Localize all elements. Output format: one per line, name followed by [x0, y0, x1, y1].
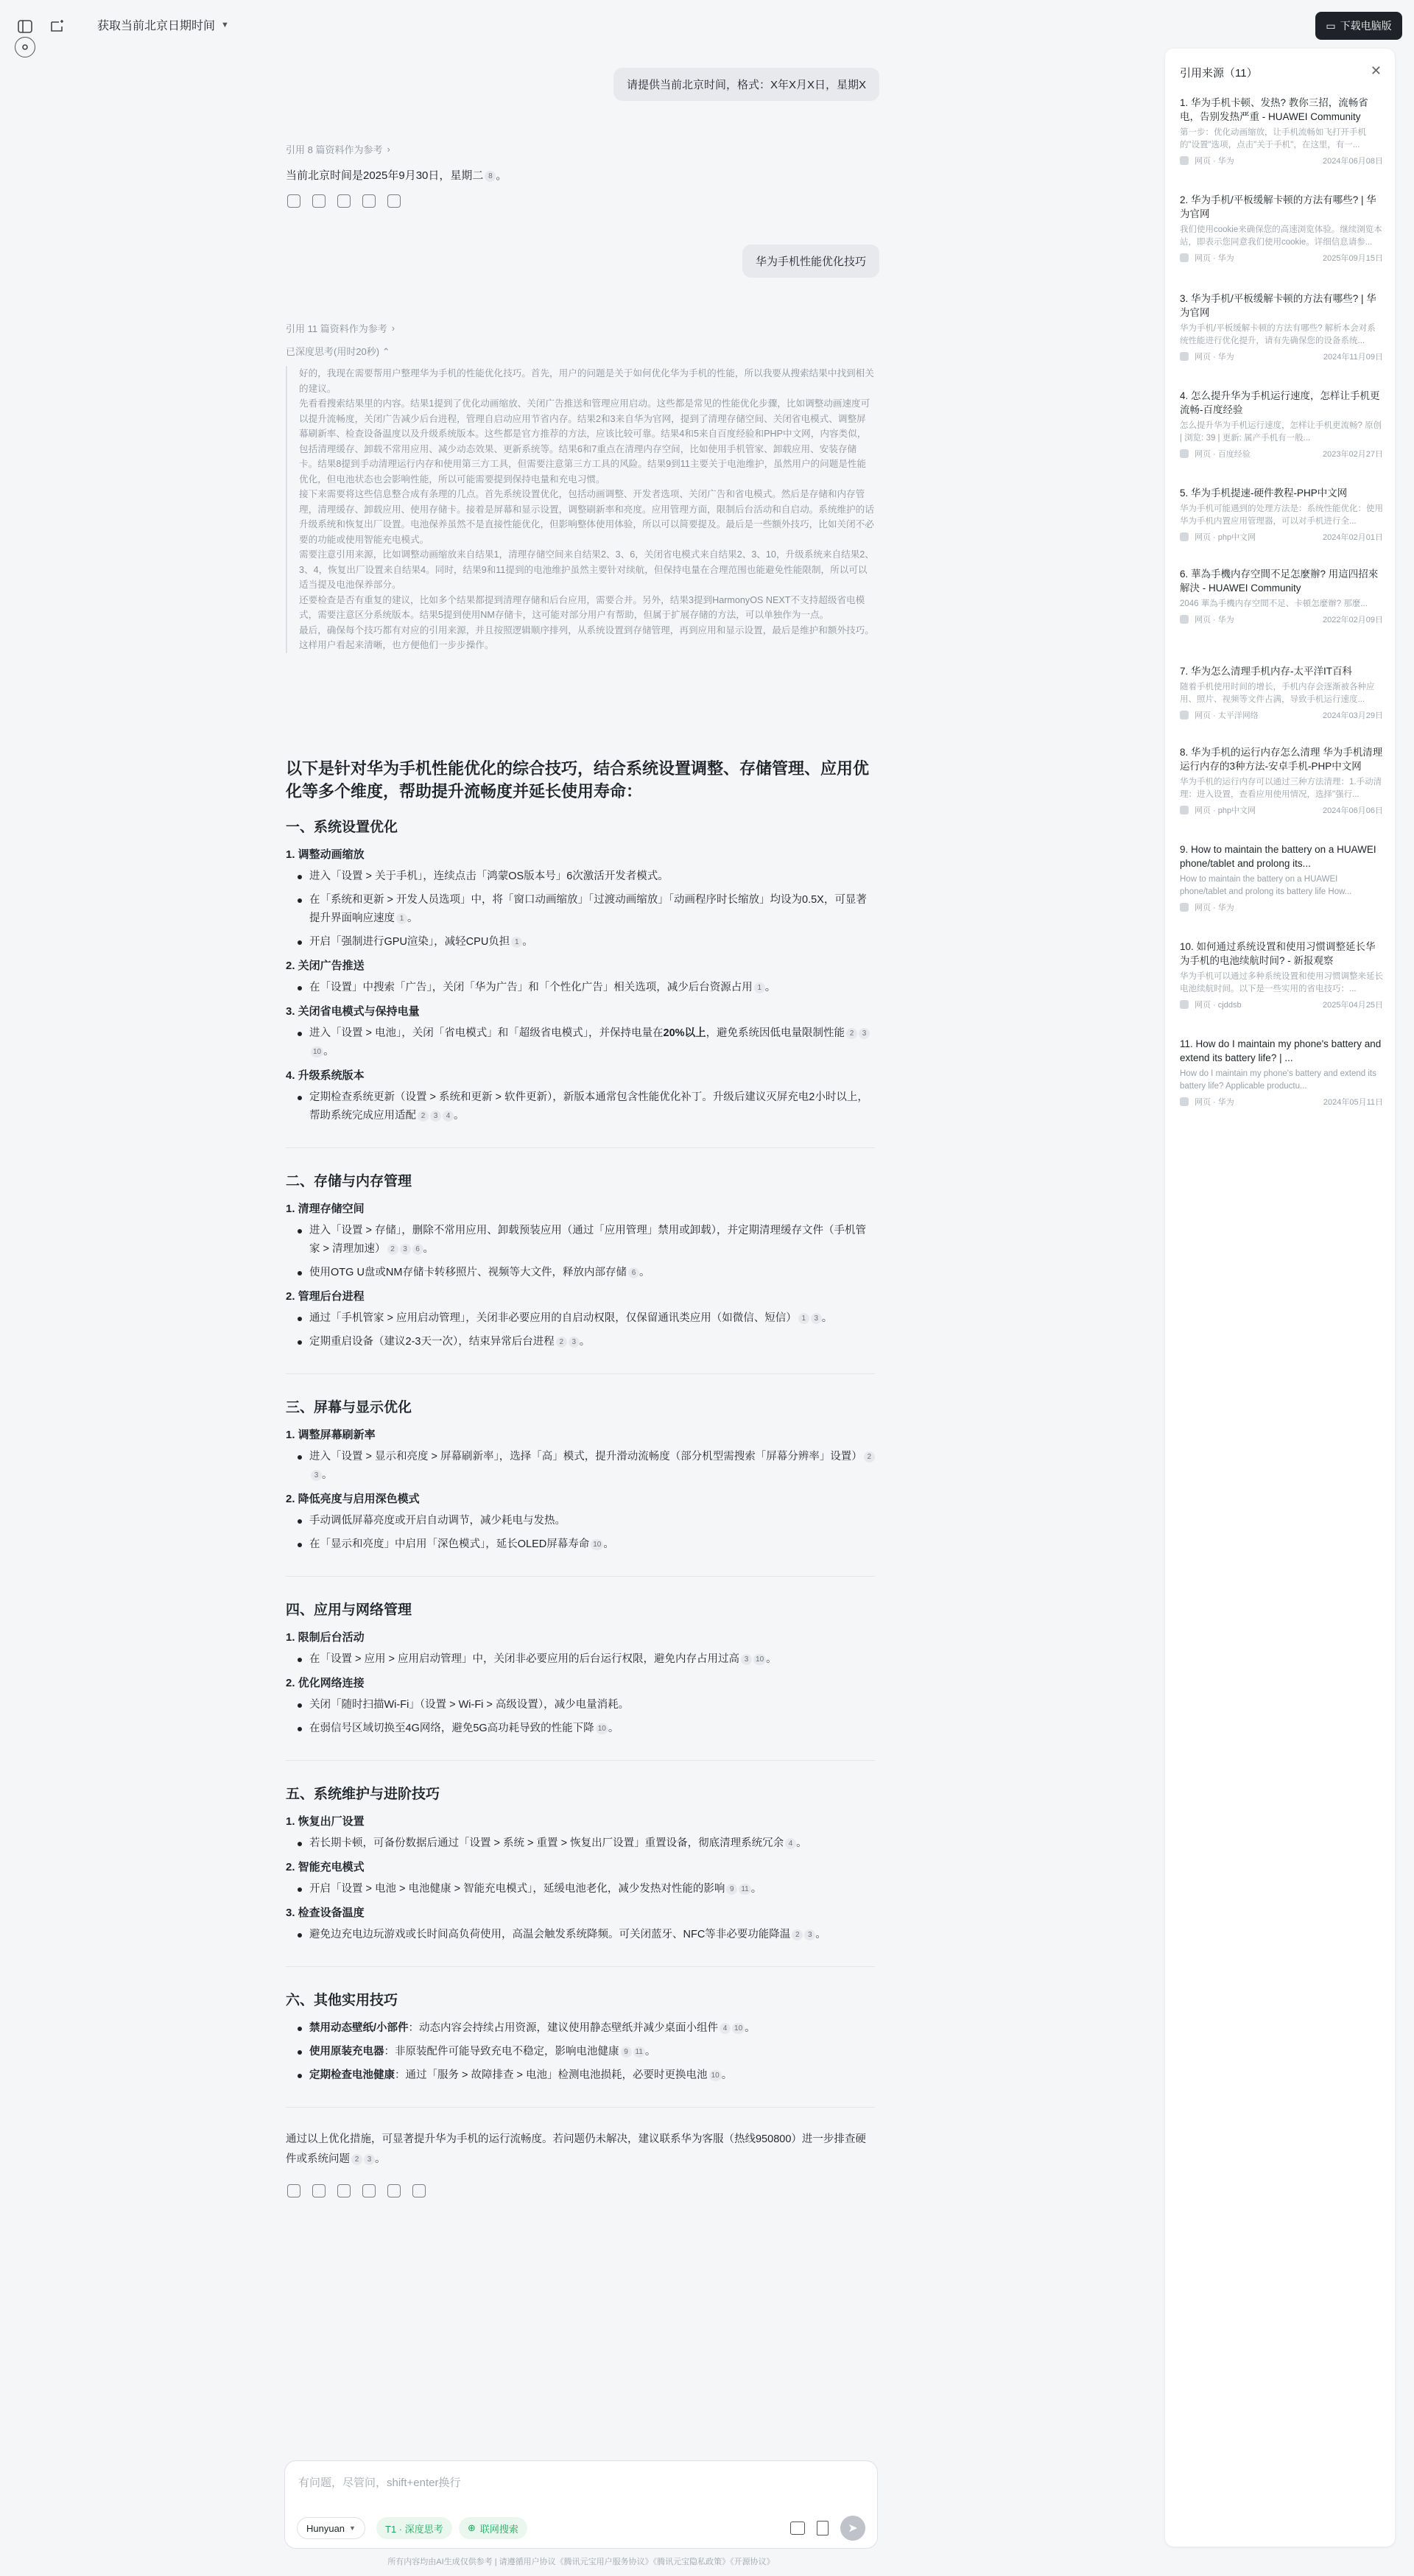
list-item: 使用OTG U盘或NM存储卡转移照片、视频等大文件，释放内部存储 6 。: [296, 1264, 875, 1282]
site-favicon-icon: [1180, 806, 1189, 814]
source-date: 2023年02月27日: [1323, 450, 1383, 459]
source-date: 2025年04月25日: [1323, 1001, 1383, 1010]
reference-count-1-text: 引用 8 篇资料作为参考: [286, 144, 383, 155]
list-item: 在「显示和亮度」中启用「深色模式」，延长OLED屏幕寿命 10 。: [296, 1535, 875, 1554]
source-title: 4. 怎么提升华为手机运行速度，怎样让手机更流畅-百度经验: [1180, 390, 1380, 415]
thumbs-down-icon[interactable]: [362, 2184, 376, 2197]
web-search-label: 联网搜索: [479, 2523, 518, 2535]
list-item: 通过「手机管家 > 应用启动管理」，关闭非必要应用的自启动权限，仅保留通讯类应用（如微信、短信） 1 3 。: [296, 1309, 875, 1328]
source-title: 6. 華為手機内存空間不足怎麼辦? 用這四招來解決 - HUAWEI Community: [1180, 569, 1379, 594]
citation-badge[interactable]: 11: [739, 1884, 750, 1895]
divider: [286, 2107, 875, 2108]
chevron-down-icon: ▼: [221, 20, 229, 29]
file-upload-icon[interactable]: [817, 2521, 829, 2535]
list-item: 手动调低屏幕亮度或开启自动调节，减少耗电与发热。: [296, 1512, 875, 1530]
list-item: 禁用动态壁纸/小部件：动态内容会持续占用资源，建议使用静态壁纸并减少桌面小组件 4 10 。: [296, 2019, 875, 2038]
section-title: 四、应用与网络管理: [286, 1602, 412, 1618]
citation-badge[interactable]: 2: [792, 1929, 803, 1940]
citation-badge[interactable]: 2: [556, 1337, 567, 1348]
divider: [286, 1576, 875, 1577]
section-storage: [286, 1170, 875, 1351]
source-meta: [1180, 252, 1383, 264]
source-date: 2022年02月09日: [1323, 616, 1383, 624]
subsection-title: 3. 检查设备温度: [286, 1907, 365, 1919]
thinking-paragraph: 最后，确保每个技巧都有对应的引用来源，并且按照逻辑顺序排列，从系统设置到存储管理，再到应用和显示设置，最后是维护和额外技巧。这样用户看起来清晰，也方便他们一步步操作。: [299, 624, 874, 650]
subsection-title: 1. 恢复出厂设置: [286, 1815, 365, 1828]
deep-think-toggle-chip[interactable]: [376, 2517, 452, 2539]
source-meta: [1180, 1096, 1383, 1108]
citation-badge[interactable]: 10: [732, 2023, 745, 2034]
citation-badge[interactable]: 10: [596, 1723, 608, 1734]
source-site: 网页 · cjddsb: [1195, 1001, 1242, 1010]
settings-gear-icon[interactable]: [15, 37, 35, 57]
citation-badge[interactable]: 3: [811, 1313, 822, 1324]
deep-think-toggle[interactable]: [286, 344, 390, 358]
source-item[interactable]: [1180, 745, 1383, 816]
list-item: 在「系统和更新 > 开发人员选项」中，将「窗口动画缩放」「过渡动画缩放」「动画程序时长缩放」均设为0.5X，可显著提升界面响应速度 1 。: [296, 891, 875, 928]
list-item: 进入「设置 > 存储」，删除不常用应用、卸载预装应用（通过「应用管理」禁用或卸载），并定期清理缓存文件（手机管家 > 清理加速） 2 3 6 。: [296, 1222, 875, 1259]
bookmark-icon[interactable]: [312, 194, 326, 208]
subsection-title: 1. 限制后台活动: [286, 1631, 365, 1644]
citation-badge[interactable]: 3: [569, 1337, 580, 1348]
divider: [286, 1966, 875, 1967]
input-tools: [790, 2516, 865, 2541]
new-chat-icon[interactable]: [49, 18, 66, 35]
section-other-tips: [286, 1989, 875, 2085]
citation-badge[interactable]: 4: [720, 2023, 731, 2034]
subsection-title: 2. 关闭广告推送: [286, 960, 365, 972]
subsection-title: 2. 智能充电模式: [286, 1861, 365, 1873]
source-date: 2024年06月06日: [1323, 806, 1383, 815]
site-favicon-icon: [1180, 352, 1189, 361]
image-upload-icon[interactable]: [790, 2522, 805, 2535]
list-item: 定期重启设备（建议2-3天一次），结束异常后台进程 2 3 。: [296, 1333, 875, 1351]
assistant-answer-2: [286, 757, 875, 2197]
source-item[interactable]: [1180, 486, 1383, 543]
assistant-answer-1-text: 当前北京时间是2025年9月30日，星期二: [286, 169, 484, 182]
list-item: 在「设置」中搜索「广告」，关闭「华为广告」和「个性化广告」相关选项，减少后台资源占用 1 。: [296, 979, 875, 997]
source-item[interactable]: [1180, 567, 1383, 625]
source-meta: [1180, 901, 1383, 913]
subsection-title: 2. 优化网络连接: [286, 1677, 365, 1689]
citation-badge[interactable]: 11: [633, 2047, 645, 2058]
conversation-title[interactable]: [97, 16, 229, 33]
answer-conclusion: 通过以上优化措施，可显著提升华为手机的运行流畅度。若问题仍未解决，建议联系华为客服（热线950800）进一步排查硬件或系统问题 2 3 。: [286, 2133, 866, 2165]
send-arrow-icon: ➤: [848, 2522, 858, 2535]
list-item: 若长期卡顿，可备份数据后通过「设置 > 系统 > 重置 > 恢复出厂设置」重置设备，彻底清理系统冗余 4 。: [296, 1834, 875, 1853]
source-date: 2024年06月08日: [1323, 157, 1383, 166]
source-meta: [1180, 804, 1383, 816]
source-date: 2024年05月11日: [1323, 1098, 1383, 1107]
source-title: 10. 如何通过系统设置和使用习惯调整延长华为手机的电池续航时间? - 新报观察: [1180, 941, 1376, 966]
share-icon[interactable]: [412, 2184, 426, 2197]
thinking-paragraph: 接下来需要将这些信息整合成有条理的几点。首先系统设置优化，包括动画调整、开发者选项、关闭广告和省电模式。然后是存储和内存管理，清理缓存、卸载应用、使用存储卡。接着是屏幕和显示设置，调整刷新率和亮度。应用管理方面，限制后台活动和自启动。系统维护的话升级系统和恢复出厂设置。电池保养虽然不是直接性能优化，但影响整体使用体验，所以可以简要提及。最后是一些额外技巧，比如关闭不必要的功能或使用智能充电模式。: [299, 489, 874, 545]
source-item[interactable]: [1180, 96, 1383, 166]
source-site: 网页 · 华为: [1195, 1098, 1234, 1107]
reference-count-2[interactable]: [286, 321, 395, 335]
site-favicon-icon: [1180, 253, 1189, 262]
site-favicon-icon: [1180, 156, 1189, 165]
citation-badge[interactable]: 8: [485, 171, 496, 182]
source-date: 2025年09月15日: [1323, 254, 1383, 263]
site-favicon-icon: [1180, 615, 1189, 624]
chevron-down-icon: ▼: [349, 2524, 356, 2532]
site-favicon-icon: [1180, 903, 1189, 912]
thumbs-down-icon[interactable]: [362, 194, 376, 208]
user-message-2: 华为手机性能优化技巧: [742, 244, 879, 278]
chevron-right-icon: ›: [387, 144, 390, 155]
list-item: 进入「设置 > 显示和亮度 > 屏幕刷新率」，选择「高」模式，提升滑动流畅度（部分机型需搜索「屏幕分辨率」设置） 23 。: [296, 1448, 875, 1485]
answer-1-actions: [287, 194, 401, 208]
thinking-paragraph: 需要注意引用来源，比如调整动画缩放来自结果1，清理存储空间来自结果2、3、6，关闭省电模式来自结果2、3、10，升级系统来自结果2、3、4，恢复出厂设置来自结果4。同时，结果9和11提到的电池维护虽然主要针对续航，但保持电量在合理范围也能避免性能限制，所以可以适当提及电池保养部分。: [299, 549, 874, 590]
citation-badge[interactable]: 4: [785, 1838, 796, 1849]
citation-badge[interactable]: 10: [753, 1654, 766, 1665]
chat-input[interactable]: [298, 2474, 858, 2504]
section-title: 三、屏幕与显示优化: [286, 1400, 412, 1415]
download-desktop-label: 下载电脑版: [1340, 20, 1392, 32]
list-item: 避免边充电边玩游戏或长时间高负荷使用，高温会触发系统降频。可关闭蓝牙、NFC等非必要功能降温 2 3 。: [296, 1926, 875, 1944]
source-item[interactable]: [1180, 292, 1383, 362]
source-item[interactable]: [1180, 940, 1383, 1010]
source-title: 2. 华为手机/平板缓解卡顿的方法有哪些? | 华为官网: [1180, 194, 1376, 219]
close-icon[interactable]: ✕: [1370, 63, 1382, 78]
citation-badge[interactable]: 3: [804, 1929, 815, 1940]
subsection-title: 1. 调整屏幕刷新率: [286, 1429, 376, 1441]
deep-think-label: 已深度思考(用时20秒): [286, 346, 380, 357]
subsection-title: 3. 关闭省电模式与保持电量: [286, 1005, 420, 1018]
sources-panel: [1165, 49, 1395, 2547]
source-site: 网页 · 华为: [1195, 254, 1234, 263]
source-site: 网页 · 百度经验: [1195, 450, 1251, 459]
model-selector[interactable]: [297, 2517, 365, 2539]
source-snippet: How to maintain the battery on a HUAWEI phone/tablet and prolong its battery life How...: [1180, 875, 1352, 896]
citation-badge[interactable]: 1: [396, 913, 407, 924]
citation-badge[interactable]: 3: [859, 1028, 870, 1039]
subsection-title: 1. 调整动画缩放: [286, 848, 365, 861]
thinking-paragraph: 还要检查是否有重复的建议，比如多个结果都提到清理存储和后台应用，需要合并。另外，结果3提到HarmonyOS NEXT不支持超级省电模式，需要注意区分系统版本。结果5提到使用NM存储卡，这可能对部分用户有帮助，但属于扩展存储的方法，可以单独作为一点。: [299, 594, 865, 620]
citation-badge[interactable]: 9: [726, 1884, 737, 1895]
thumbs-up-icon[interactable]: [337, 194, 351, 208]
list-item: 使用原装充电器：非原装配件可能导致充电不稳定，影响电池健康 9 11 。: [296, 2043, 875, 2061]
chat-input-box: [284, 2460, 878, 2549]
thinking-paragraph: 好的，我现在需要帮用户整理华为手机的性能优化技巧。首先，用户的问题是关于如何优化华为手机的性能，所以我要从搜索结果中找到相关的建议。: [299, 368, 874, 394]
citation-badge[interactable]: 1: [511, 937, 522, 948]
copy-icon[interactable]: [287, 2184, 300, 2197]
list-item: 进入「设置 > 关于手机」，连续点击「鸿蒙OS版本号」6次激活开发者模式。: [296, 868, 875, 886]
citation-badge[interactable]: 3: [430, 1111, 441, 1122]
source-site: 网页 · 华为: [1195, 157, 1234, 166]
citation-badge[interactable]: 1: [798, 1313, 809, 1324]
source-site: 网页 · 华为: [1195, 616, 1234, 624]
source-snippet: 华为手机的运行内存可以通过三种方法清理：1.手动清理：进入设置，查看应用使用情况，选择"强行...: [1180, 778, 1382, 799]
citation-badge[interactable]: 6: [628, 1267, 639, 1278]
source-title: 5. 华为手机提速-硬件教程-PHP中文网: [1180, 488, 1348, 499]
answer-2-actions: [287, 2184, 875, 2197]
thinking-process: [286, 366, 875, 653]
desktop-icon: ▭: [1326, 19, 1336, 32]
web-search-toggle[interactable]: [459, 2517, 527, 2539]
source-title: 9. How to maintain the battery on a HUAWEI phone/tablet and prolong its...: [1180, 844, 1376, 869]
sources-panel-title: 引用来源（11）: [1180, 67, 1258, 80]
thumbs-up-icon[interactable]: [337, 2184, 351, 2197]
source-item[interactable]: [1180, 389, 1383, 460]
section-title: 二、存储与内存管理: [286, 1174, 412, 1189]
section-apps-network: [286, 1599, 875, 1738]
source-title: 7. 华为怎么清理手机内存-太平洋IT百科: [1180, 666, 1353, 677]
source-date: 2024年03月29日: [1323, 711, 1383, 720]
source-meta: [1180, 531, 1383, 543]
section-maintenance: [286, 1783, 875, 1944]
citation-badge[interactable]: 2: [846, 1028, 857, 1039]
conversation-title-text: 获取当前北京日期时间: [97, 20, 216, 32]
list-item: 进入「设置 > 电池」，关闭「省电模式」和「超级省电模式」，并保持电量在20%以上，避免系统因低电量限制性能 2 310 。: [296, 1024, 875, 1061]
divider: [286, 1373, 875, 1374]
source-item[interactable]: [1180, 193, 1383, 264]
site-favicon-icon: [1180, 1097, 1189, 1106]
source-item[interactable]: [1180, 1037, 1383, 1108]
subsection-title: 2. 管理后台进程: [286, 1290, 365, 1303]
list-item: 开启「设置 > 电池 > 电池健康 > 智能充电模式」，延缓电池老化，减少发热对性能的影响 9 11 。: [296, 1880, 875, 1898]
source-date: 2024年02月01日: [1323, 533, 1383, 542]
site-favicon-icon: [1180, 1000, 1189, 1009]
send-button[interactable]: [840, 2516, 865, 2541]
source-snippet: 华为手机可能遇到的处理方法是：系统性能优化：使用华为手机内置应用管理器，可以对手机进行全...: [1180, 504, 1383, 526]
source-meta: [1180, 613, 1383, 625]
thinking-paragraph: 先看看搜索结果里的内容。结果1提到了优化动画缩放、关闭广告推送和管理应用启动。这些都是常见的性能优化步骤，比如调整动画速度可以提升流畅度，关闭广告减少后台进程，管理自启动应用节省内存。结果2和3来自华为官网，提到了清理存储空间、关闭省电模式、调整屏幕刷新率、检查设备温度以及升级系统版本。这些都是官方推荐的方法，应该比较可靠。结果4和5来自百度经验和PHP中文网，内容类似，包括清理缓存、卸载不常用应用、减少动态效果、更新系统等。结果6和7重点在清理内存空间，比如使用手机管家、卸载应用、安装存储卡。结果8提到手动清理运行内存和使用第三方工具，但需要注意第三方工具的风险。结果9到11主要关于电池维护，虽然用户的问题是性能优化，但电池状态也会影响性能，所以可能需要提到保持电量和充电习惯。: [299, 398, 870, 485]
globe-icon: ⊕: [468, 2522, 476, 2533]
list-item: 开启「强制进行GPU渲染」，减轻CPU负担 1 。: [296, 933, 875, 951]
source-site: 网页 · 华为: [1195, 904, 1234, 912]
citation-badge[interactable]: 4: [443, 1111, 454, 1122]
disclaimer: 所有内容均由AI生成仅供参考 | 请遵循用户协议《腾讯元宝用户服务协议》《腾讯元宝隐私政策》《开源协议》: [387, 2558, 775, 2566]
citation-badge[interactable]: 2: [864, 1451, 875, 1463]
section-system-settings: [286, 816, 875, 1125]
deep-think-chip-label: T1 · 深度思考: [385, 2523, 443, 2535]
source-meta: [1180, 155, 1383, 166]
citation-badge[interactable]: 3: [400, 1244, 411, 1255]
section-title: 六、其他实用技巧: [286, 1993, 398, 2008]
list-item: 定期检查电池健康：通过「服务 > 故障排查 > 电池」检测电池损耗，必要时更换电池 10 。: [296, 2066, 875, 2085]
source-site: 网页 · php中文网: [1195, 806, 1256, 815]
subsection-title: 2. 降低亮度与启用深色模式: [286, 1493, 420, 1505]
source-snippet: 华为手机/平板缓解卡顿的方法有哪些? 解析本会对系统性能进行优化提升，请有先确保您的设备系统...: [1180, 324, 1376, 345]
citation-badge[interactable]: 9: [621, 2047, 632, 2058]
regenerate-icon[interactable]: [387, 2184, 401, 2197]
bookmark-icon[interactable]: [312, 2184, 326, 2197]
citation-badge[interactable]: 3: [311, 1470, 322, 1481]
chevron-up-icon: ⌃: [381, 346, 390, 357]
reference-count-2-text: 引用 11 篇资料作为参考: [286, 323, 387, 334]
model-selector-label: Hunyuan: [306, 2522, 345, 2534]
source-meta: [1180, 999, 1383, 1010]
copy-icon[interactable]: [287, 194, 300, 208]
source-site: 网页 · 太平洋网络: [1195, 711, 1259, 720]
source-meta: [1180, 709, 1383, 721]
citation-badge[interactable]: 1: [754, 982, 765, 993]
list-item: 在弱信号区域切换至4G网络，避免5G高功耗导致的性能下降 10 。: [296, 1720, 875, 1738]
source-meta: [1180, 448, 1383, 460]
source-title: 1. 华为手机卡顿、发热? 教你三招，流畅省电，告别发热严重 - HUAWEI Community: [1180, 97, 1368, 122]
source-title: 3. 华为手机/平板缓解卡顿的方法有哪些? | 华为官网: [1180, 293, 1376, 318]
subsection-title: 4. 升级系统版本: [286, 1069, 365, 1082]
source-snippet: 怎么提升华为手机运行速度，怎样让手机更流畅? 原创 | 浏览: 39 | 更新: 属产手机有一般...: [1180, 421, 1382, 443]
citation-badge[interactable]: 2: [418, 1111, 429, 1122]
source-title: 8. 华为手机的运行内存怎么清理 华为手机清理运行内存的3种方法-安卓手机-PHP中文网: [1180, 747, 1383, 772]
divider: [286, 1760, 875, 1761]
list-item: 在「设置 > 应用 > 应用启动管理」中，关闭非必要应用的后台运行权限，避免内存占用过高 3 10 。: [296, 1650, 875, 1669]
top-bar: [0, 0, 1164, 52]
citation-badge[interactable]: 6: [412, 1244, 423, 1255]
chevron-right-icon: ›: [391, 323, 395, 334]
citation-badge[interactable]: 10: [311, 1046, 323, 1058]
list-item: 关闭「随时扫描Wi-Fi」（设置 > Wi-Fi > 高级设置），减少电量消耗。: [296, 1696, 875, 1714]
source-snippet: 我们使用cookie来确保您的高速浏览体验。继续浏览本站，即表示您同意我们使用cookie。详细信息请参...: [1180, 225, 1382, 247]
divider: [286, 1147, 875, 1148]
citation-badge[interactable]: 2: [351, 2154, 362, 2165]
citation-badge[interactable]: 2: [387, 1244, 398, 1255]
sidebar-toggle-icon[interactable]: [16, 18, 34, 35]
list-item: 定期检查系统更新（设置 > 系统和更新 > 软件更新），新版本通常包含性能优化补丁。升级后建议灭屏充电2小时以上，帮助系统完成应用适配 2 3 4 。: [296, 1088, 875, 1125]
source-site: 网页 · 华为: [1195, 353, 1234, 362]
source-snippet: 2046 華為手機内存空間不足、卡頓怎麼辦? 那麼...: [1180, 599, 1368, 608]
source-site: 网页 · php中文网: [1195, 533, 1256, 542]
site-favicon-icon: [1180, 711, 1189, 719]
site-favicon-icon: [1180, 449, 1189, 458]
section-display: [286, 1396, 875, 1554]
source-snippet: 华为手机可以通过多种系统设置和使用习惯调整来延长电池续航时间。以下是一些实用的省电技巧：...: [1180, 972, 1383, 993]
download-desktop-button[interactable]: [1315, 12, 1402, 40]
source-snippet: 随着手机使用时间的增长，手机内存会逐渐被各种应用、照片、视频等文件占满，导致手机运行速度...: [1180, 683, 1375, 704]
assistant-answer-1: 当前北京时间是2025年9月30日，星期二 8 。: [286, 169, 507, 182]
answer-lead: 以下是针对华为手机性能优化的综合技巧，结合系统设置调整、存储管理、应用优化等多个维度，帮助提升流畅度并延长使用寿命：: [286, 759, 870, 800]
citation-badge[interactable]: 10: [591, 1539, 603, 1550]
site-favicon-icon: [1180, 532, 1189, 541]
source-date: 2024年11月09日: [1323, 353, 1383, 362]
citation-badge[interactable]: 3: [364, 2154, 375, 2165]
subsection-title: 1. 清理存储空间: [286, 1203, 365, 1215]
reference-count-1[interactable]: [286, 142, 390, 156]
citation-badge[interactable]: 3: [741, 1654, 752, 1665]
source-meta: [1180, 351, 1383, 362]
source-item[interactable]: [1180, 664, 1383, 721]
source-snippet: 第一步：优化动画缩放，让手机流畅如飞打开手机的"设置"选项，点击"关于手机"，在这里，有一...: [1180, 128, 1366, 149]
section-title: 五、系统维护与进阶技巧: [286, 1787, 440, 1802]
citation-badge[interactable]: 10: [709, 2070, 722, 2081]
share-icon[interactable]: [387, 194, 401, 208]
source-title: 11. How do I maintain my phone's battery and extend its battery life? | ...: [1180, 1038, 1382, 1063]
source-item[interactable]: [1180, 842, 1383, 913]
source-snippet: How do I maintain my phone's battery and extend its battery life? Applicable productu...: [1180, 1069, 1376, 1091]
section-title: 一、系统设置优化: [286, 820, 398, 835]
user-message-1: 请提供当前北京时间，格式：X年X月X日，星期X: [613, 68, 879, 101]
